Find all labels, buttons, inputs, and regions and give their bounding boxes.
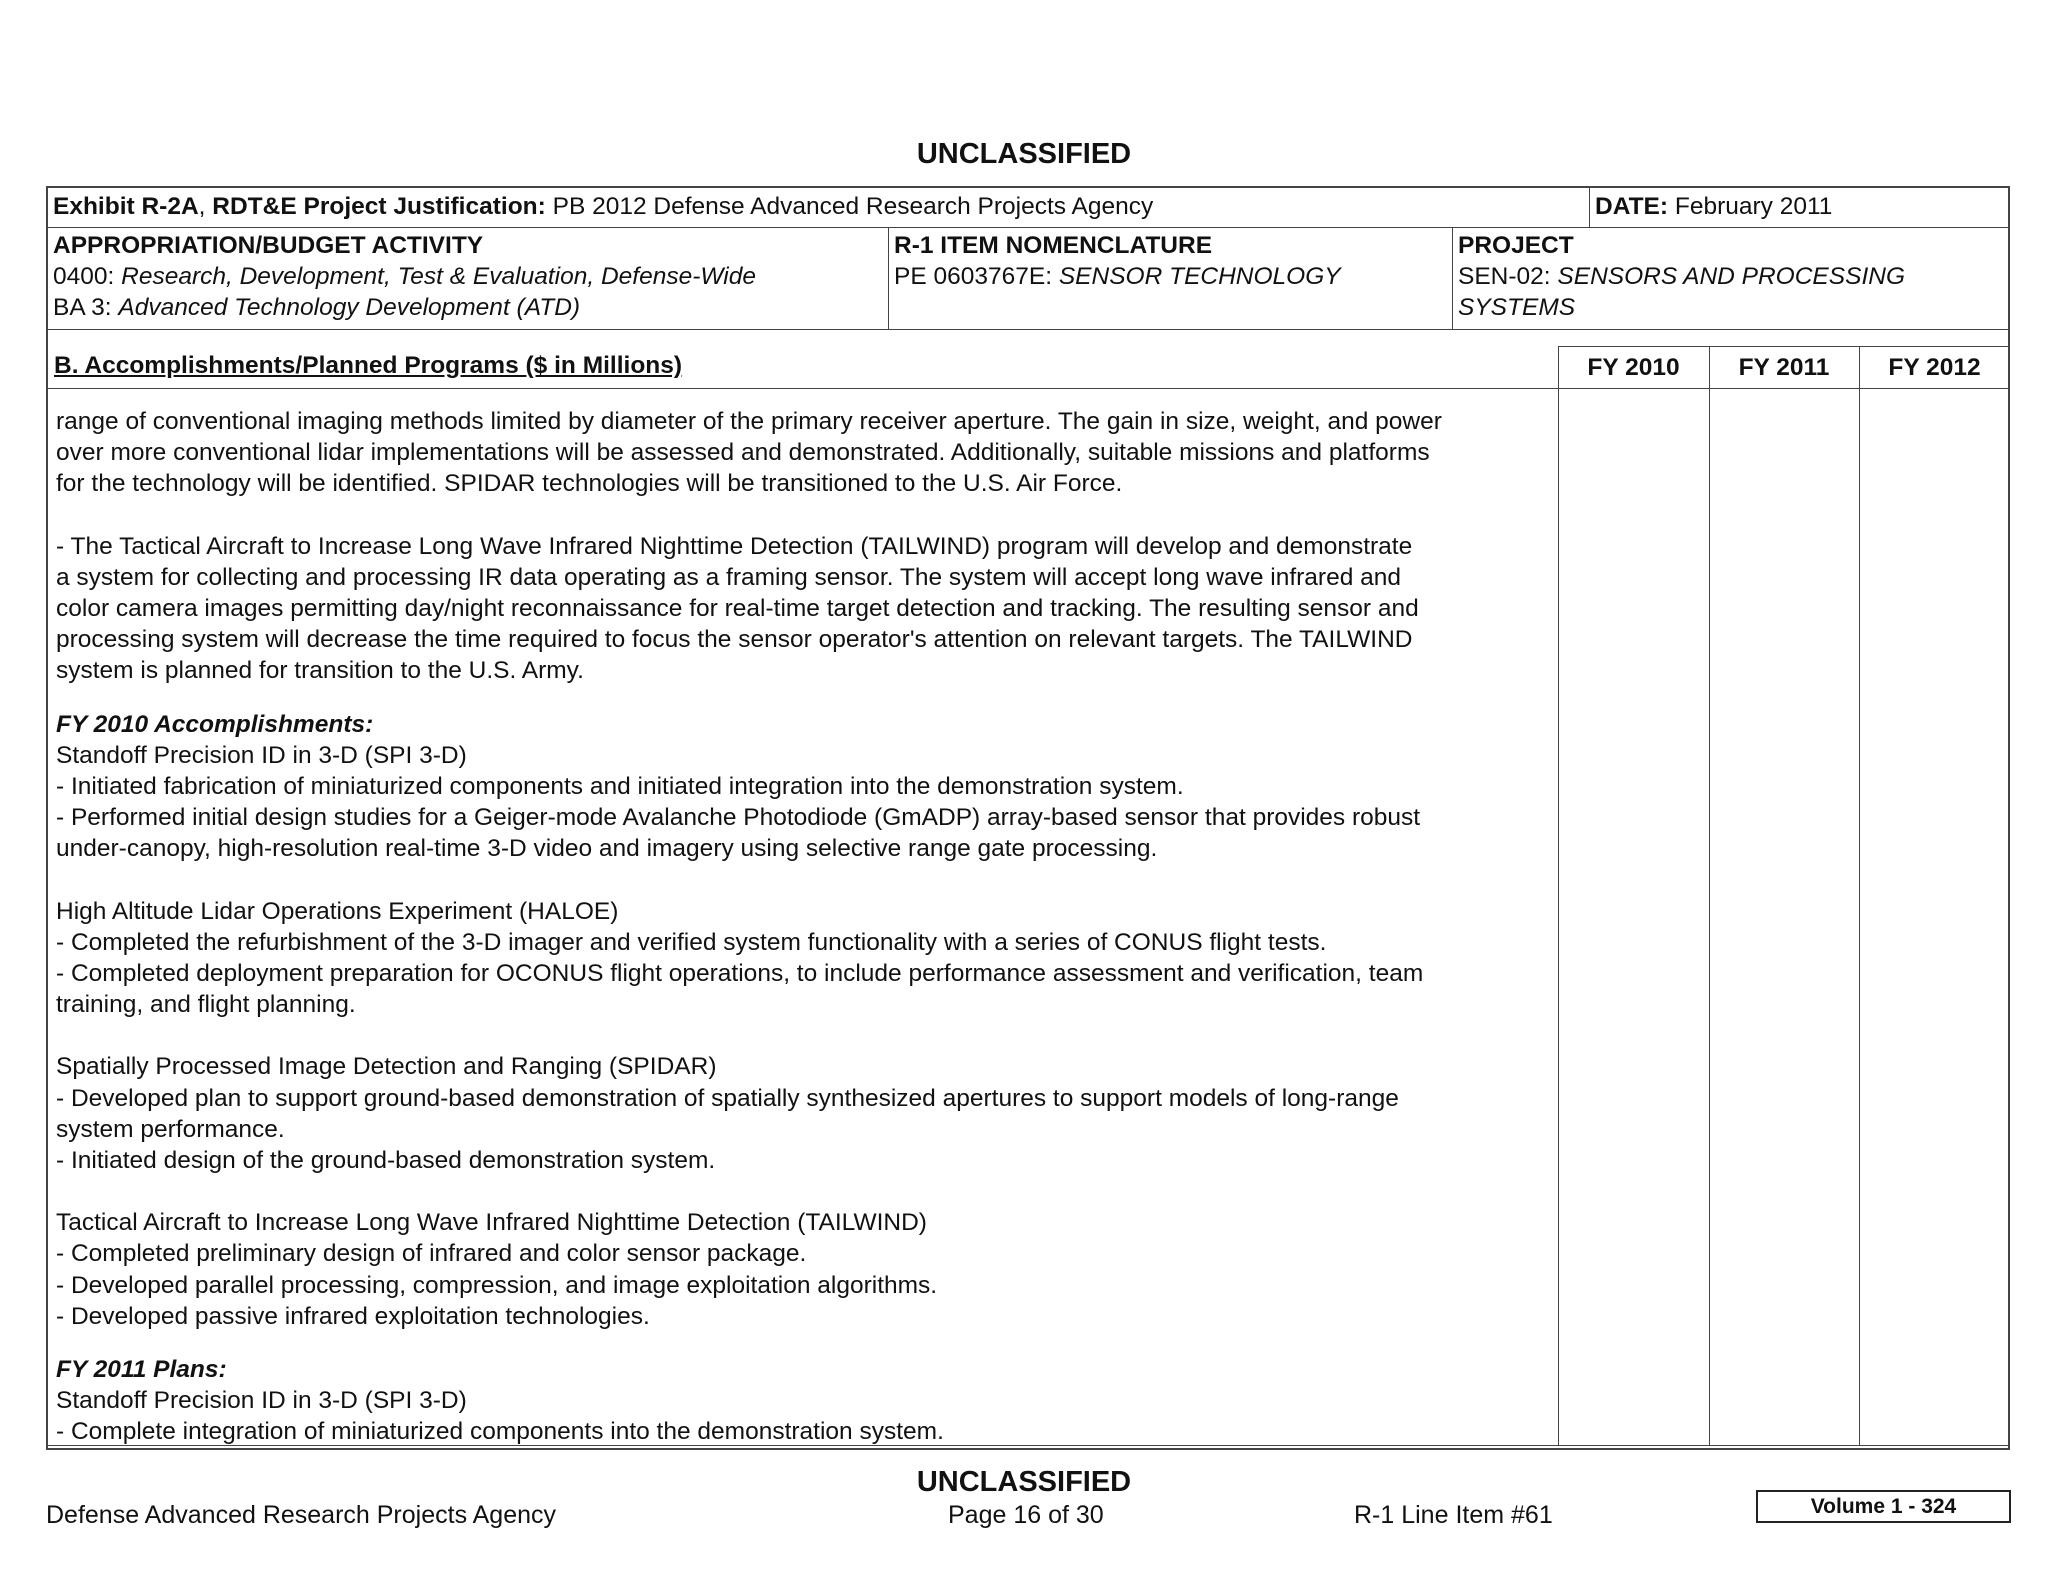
body-line: - Performed initial design studies for a Geiger-mode Avalanche Photodiode (GmADP) array-based sensor that provides robust (56, 804, 1421, 832)
fy2010-accomplishments-heading: FY 2010 Accomplishments: (56, 710, 374, 738)
body-line: color camera images permitting day/night reconnaissance for real-time target detection and tracking. The resulting sensor and (56, 595, 1419, 623)
footer-line-item: R-1 Line Item #61 (1354, 1501, 1553, 1529)
body-line: - Complete integration of miniaturized components into the demonstration system. (56, 1418, 944, 1446)
date-divider (1589, 188, 1590, 227)
column-fy2010: FY 2010 (1587, 354, 1680, 381)
body-line: High Altitude Lidar Operations Experiment (HALOE) (56, 897, 619, 925)
fy2011-column-divider (1709, 346, 1710, 1445)
column-fy2012: FY 2012 (1888, 354, 1981, 381)
body-line: Standoff Precision ID in 3-D (SPI 3-D) (56, 1387, 467, 1415)
body-line: Tactical Aircraft to Increase Long Wave Infrared Nighttime Detection (TAILWIND) (56, 1209, 927, 1237)
fy2012-column-divider (1859, 346, 1860, 1445)
body-line: processing system will decrease the time required to focus the sensor operator's attention on relevant targets. The TAILWIND (56, 626, 1413, 654)
footer-agency: Defense Advanced Research Projects Agency (46, 1501, 557, 1529)
fy-header-top (1558, 346, 2010, 347)
body-line: - Developed plan to support ground-based demonstration of spatially synthesized apertures to support models of long-range (56, 1084, 1399, 1112)
r1-divider (888, 227, 889, 329)
r1-nomenclature-block: R-1 ITEM NOMENCLATURE PE 0603767E: SENSOR TECHNOLOGY (894, 232, 1341, 290)
volume-box: Volume 1 - 324 (1756, 1490, 2011, 1523)
column-fy2011: FY 2011 (1738, 354, 1830, 381)
body-line: - Initiated design of the ground-based demonstration system. (56, 1147, 716, 1175)
body-line: - Initiated fabrication of miniaturized components and initiated integration into the demonstration system. (56, 773, 1184, 801)
project-block: PROJECT SEN-02: SENSORS AND PROCESSING SYSTEMS (1458, 232, 1906, 321)
header-divider-1 (48, 227, 2010, 228)
body-line: for the technology will be identified. SPIDAR technologies will be transitioned to the U.S. Air Force. (56, 470, 1123, 498)
body-line: system performance. (56, 1115, 285, 1143)
body-line: Standoff Precision ID in 3-D (SPI 3-D) (56, 741, 467, 769)
body-line: - Developed parallel processing, compression, and image exploitation algorithms. (56, 1271, 938, 1299)
date-field: DATE: February 2011 (1595, 193, 1833, 220)
footer-page-number: Page 16 of 30 (948, 1501, 1104, 1529)
header-divider-2 (48, 329, 2010, 330)
body-line: under-canopy, high-resolution real-time 3-D video and imagery using selective range gate processing. (56, 835, 1158, 863)
body-line: - Developed passive infrared exploitation technologies. (56, 1302, 650, 1330)
exhibit-title: Exhibit R-2A, RDT&E Project Justification: PB 2012 Defense Advanced Research Projects Agency (53, 193, 1154, 220)
body-line: - Completed the refurbishment of the 3-D imager and verified system functionality with a series of CONUS flight tests. (56, 928, 1327, 956)
body-line: - The Tactical Aircraft to Increase Long Wave Infrared Nighttime Detection (TAILWIND) program will develop and demonstrate (56, 532, 1413, 560)
section-divider (48, 388, 2010, 389)
body-line: training, and flight planning. (56, 991, 356, 1019)
fy2011-plans-heading: FY 2011 Plans: (56, 1356, 227, 1384)
section-title: B. Accomplishments/Planned Programs ($ in Millions) (54, 352, 683, 379)
body-line: - Completed deployment preparation for OCONUS flight operations, to include performance assessment and verification, team (56, 960, 1424, 988)
fy2010-column-divider (1558, 346, 1559, 1445)
body-line: a system for collecting and processing IR data operating as a framing sensor. The system will accept long wave infrared and (56, 563, 1402, 591)
accomplishments-body (56, 406, 1556, 1448)
body-line: - Completed preliminary design of infrared and color sensor package. (56, 1240, 807, 1268)
classification-top: UNCLASSIFIED (916, 138, 1132, 170)
appropriation-block: APPROPRIATION/BUDGET ACTIVITY 0400: Research, Development, Test & Evaluation, Defense-Wide BA 3: Advanced Technology Development (ATD) (53, 232, 756, 321)
body-line: over more conventional lidar implementations will be assessed and demonstrated. Additionally, suitable missions and platforms (56, 439, 1430, 467)
project-divider (1452, 227, 1453, 329)
classification-bottom: UNCLASSIFIED (916, 1466, 1132, 1498)
body-line: system is planned for transition to the U.S. Army. (56, 657, 584, 685)
exhibit-frame (46, 186, 2010, 1450)
body-line: range of conventional imaging methods limited by diameter of the primary receiver aperture. The gain in size, weight, and power (56, 408, 1442, 435)
body-line: Spatially Processed Image Detection and Ranging (SPIDAR) (56, 1053, 717, 1081)
